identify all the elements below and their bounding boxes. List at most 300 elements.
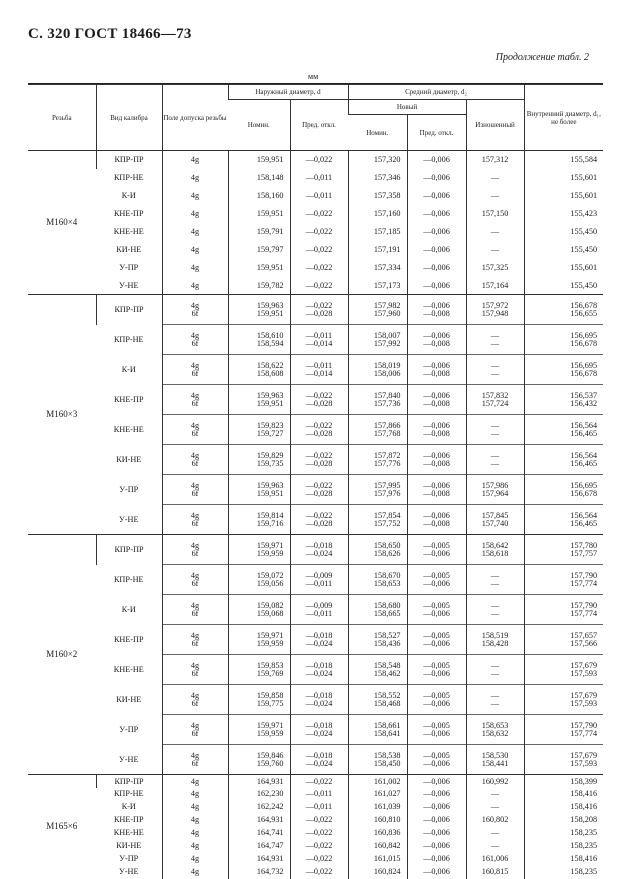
outer-nominal-cell: 159,791 [228, 223, 290, 241]
worn-cell-line: — [490, 428, 500, 438]
col-mean-dev: Пред. откл. [407, 115, 466, 151]
col-mean-worn: Изношенный [466, 100, 524, 151]
worn-cell [466, 565, 524, 595]
inner-cell [524, 385, 603, 415]
tolerance-cell-line: 4g [190, 661, 200, 671]
outer-dev-cell: —0,022 [290, 866, 348, 879]
worn-cell-line: 158,519 [481, 631, 509, 641]
page-header: С. 320 ГОСТ 18466—73 [28, 26, 192, 42]
inner-cell [524, 625, 603, 655]
outer-dev-cell: —0,022 [290, 223, 348, 241]
mean-dev-cell [407, 625, 466, 655]
mean-nominal-cell-line: 158,450 [373, 758, 401, 768]
thread-cell: M160×4 [28, 151, 96, 295]
table-row [28, 827, 603, 840]
tolerance-cell [162, 655, 228, 685]
mean-nominal-cell-line: 158,665 [373, 608, 401, 618]
outer-dev-cell [290, 715, 348, 745]
mean-nominal-cell: 161,002 [348, 775, 407, 788]
mean-nominal-cell [348, 685, 407, 715]
mean-nominal-cell [348, 625, 407, 655]
table-row [28, 535, 603, 565]
outer-dev-cell-line: —0,014 [305, 338, 333, 348]
outer-nominal-cell [228, 325, 290, 355]
table-row [28, 745, 603, 775]
gauge-cell: КПР-ПР [96, 535, 162, 565]
inner-cell-line: 156,564 [570, 451, 598, 461]
outer-dev-cell-line: —0,022 [305, 301, 333, 311]
mean-dev-cell-line: —0,008 [423, 308, 450, 318]
mean-dev-cell [407, 355, 466, 385]
worn-cell-line: — [490, 698, 500, 708]
mean-dev-cell: —0,006 [407, 866, 466, 879]
worn-cell: 160,802 [466, 814, 524, 827]
gauge-cell: У-ПР [119, 262, 139, 272]
mean-nominal-cell-line: 157,866 [373, 421, 401, 431]
mean-nominal-cell [348, 535, 407, 565]
table-row [28, 685, 603, 715]
mean-nominal-cell [348, 565, 407, 595]
mean-dev-cell-line: —0,006 [423, 511, 450, 521]
outer-dev-cell: —0,022 [290, 241, 348, 259]
mean-dev-cell: —0,006 [407, 223, 466, 241]
mean-dev-cell [407, 445, 466, 475]
outer-nominal-cell [228, 595, 290, 625]
inner-cell-line: 157,679 [570, 661, 598, 671]
outer-dev-cell-line: —0,024 [305, 668, 333, 678]
tolerance-cell-line: 4g [190, 331, 200, 341]
outer-dev-cell-line: —0,024 [305, 758, 333, 768]
outer-nominal-cell-line: 159,769 [256, 668, 284, 678]
tolerance-cell: 4g [162, 277, 228, 295]
outer-nominal-cell-line: 159,963 [256, 301, 284, 311]
gauge-cell: КИ-НЕ [116, 454, 142, 464]
outer-nominal-cell: 159,797 [228, 241, 290, 259]
mean-nominal-cell-line: 158,626 [373, 548, 401, 558]
mean-dev-cell-line: —0,006 [423, 698, 450, 708]
gauge-cell: КНЕ-ПР [113, 394, 144, 404]
outer-nominal-cell: 164,732 [228, 866, 290, 879]
mean-nominal-cell-line: 157,752 [373, 518, 401, 528]
mean-dev-cell [407, 535, 466, 565]
mean-nominal-cell [348, 295, 407, 325]
inner-cell [524, 505, 603, 535]
inner-cell-line: 156,432 [570, 398, 598, 408]
tolerance-cell: 4g [162, 241, 228, 259]
gauge-cell: КИ-НЕ [116, 244, 142, 254]
outer-nominal-cell [228, 565, 290, 595]
mean-nominal-cell-line: 157,976 [373, 488, 401, 498]
gauge-cell: КНЕ-ПР [113, 634, 144, 644]
mean-dev-cell-line: —0,006 [423, 331, 450, 341]
outer-nominal-cell-line: 159,963 [256, 481, 284, 491]
mean-nominal-cell-line: 158,650 [373, 541, 401, 551]
tolerance-cell: 4g [162, 853, 228, 866]
mean-dev-cell: —0,006 [407, 241, 466, 259]
mean-nominal-cell: 161,027 [348, 788, 407, 801]
inner-cell: 158,235 [524, 866, 603, 879]
table-row [28, 814, 603, 827]
inner-cell-line: 157,774 [570, 608, 598, 618]
inner-cell [524, 655, 603, 685]
outer-nominal-cell: 162,242 [228, 801, 290, 814]
inner-cell-line: 157,566 [570, 638, 598, 648]
tolerance-cell: 4g [162, 801, 228, 814]
worn-cell-line: — [490, 608, 500, 618]
outer-dev-cell [290, 385, 348, 415]
worn-cell-line: — [490, 458, 500, 468]
mean-dev-cell: —0,006 [407, 853, 466, 866]
inner-cell: 158,416 [524, 788, 603, 801]
inner-cell-line: 156,678 [570, 301, 598, 311]
worn-cell: 160,815 [466, 866, 524, 879]
worn-cell-line: 157,740 [481, 518, 509, 528]
mean-dev-cell-line: —0,005 [423, 721, 450, 731]
tolerance-cell [162, 355, 228, 385]
tolerance-cell-line: 6f [191, 428, 199, 438]
outer-nominal-cell [228, 505, 290, 535]
gauge-cell: У-ПР [119, 724, 139, 734]
outer-dev-cell: —0,022 [290, 775, 348, 788]
gauge-cell: К-И [121, 364, 136, 374]
outer-nominal-cell-line: 159,951 [256, 308, 284, 318]
worn-cell [466, 715, 524, 745]
inner-cell-line: 156,564 [570, 421, 598, 431]
mean-nominal-cell: 160,842 [348, 840, 407, 853]
outer-dev-cell [290, 355, 348, 385]
table-row [28, 325, 603, 355]
gauge-cell: К-И [121, 190, 136, 200]
outer-dev-cell: —0,011 [290, 801, 348, 814]
mean-dev-cell-line: —0,006 [423, 668, 450, 678]
gauge-cell: КНЕ-НЕ [113, 424, 144, 434]
outer-dev-cell [290, 475, 348, 505]
mean-nominal-cell: 161,039 [348, 801, 407, 814]
worn-cell [466, 745, 524, 775]
gauge-cell: КИ-НЕ [116, 841, 142, 851]
mean-nominal-cell-line: 157,995 [373, 481, 401, 491]
inner-cell [524, 325, 603, 355]
gauge-cell: КПР-ПР [96, 151, 162, 169]
inner-cell-line: 157,790 [570, 721, 598, 731]
tolerance-cell-line: 4g [190, 541, 200, 551]
worn-cell: 157,164 [466, 277, 524, 295]
inner-cell-line: 157,593 [570, 668, 598, 678]
outer-dev-cell-line: —0,014 [305, 368, 333, 378]
outer-dev-cell [290, 595, 348, 625]
continuation-label: Продолжение табл. 2 [495, 52, 589, 63]
table-row [28, 241, 603, 259]
worn-cell-line: — [490, 691, 500, 701]
worn-cell [466, 325, 524, 355]
outer-nominal-cell: 164,747 [228, 840, 290, 853]
inner-cell-line: 157,657 [570, 631, 598, 641]
mean-nominal-cell: 157,185 [348, 223, 407, 241]
gauge-cell: К-И [121, 604, 136, 614]
col-inner: Внутренний диаметр, d₁, не более [524, 85, 603, 151]
mean-nominal-cell-line: 157,992 [373, 338, 401, 348]
mean-dev-cell-line: —0,008 [423, 428, 450, 438]
outer-dev-cell-line: —0,018 [305, 541, 333, 551]
mean-dev-cell [407, 565, 466, 595]
mean-nominal-cell-line: 158,653 [373, 578, 401, 588]
outer-dev-cell: —0,011 [290, 169, 348, 187]
outer-nominal-cell-line: 158,622 [256, 361, 284, 371]
mean-dev-cell: —0,006 [407, 827, 466, 840]
table-row [28, 475, 603, 505]
tolerance-cell-line: 6f [191, 308, 199, 318]
mean-nominal-cell-line: 157,872 [373, 451, 401, 461]
outer-nominal-cell-line: 159,068 [256, 608, 284, 618]
mean-dev-cell-line: —0,008 [423, 368, 450, 378]
table-row [28, 415, 603, 445]
gauge-cell: КПР-НЕ [113, 574, 144, 584]
outer-dev-cell: —0,022 [290, 827, 348, 840]
mean-dev-cell: —0,006 [407, 840, 466, 853]
mean-nominal-cell: 157,346 [348, 169, 407, 187]
tolerance-cell [162, 565, 228, 595]
tolerance-cell-line: 6f [191, 668, 199, 678]
outer-nominal-cell-line: 159,829 [256, 451, 284, 461]
table-row [28, 801, 603, 814]
outer-nominal-cell-line: 159,727 [256, 428, 284, 438]
outer-dev-cell-line: —0,024 [305, 698, 333, 708]
outer-nominal-cell [228, 715, 290, 745]
mean-dev-cell [407, 685, 466, 715]
tolerance-cell [162, 385, 228, 415]
table-row [28, 277, 603, 295]
mean-nominal-cell-line: 157,776 [373, 458, 401, 468]
gauge-cell: У-НЕ [119, 867, 139, 877]
mean-dev-cell-line: —0,005 [423, 661, 450, 671]
outer-dev-cell: —0,022 [290, 277, 348, 295]
outer-dev-cell-line: —0,028 [305, 488, 333, 498]
inner-cell-line: 156,465 [570, 458, 598, 468]
outer-nominal-cell-line: 159,858 [256, 691, 284, 701]
outer-dev-cell-line: —0,018 [305, 661, 333, 671]
mean-nominal-cell-line: 158,462 [373, 668, 401, 678]
inner-cell [524, 415, 603, 445]
table-row [28, 595, 603, 625]
mean-nominal-cell-line: 157,840 [373, 391, 401, 401]
mean-nominal-cell: 157,320 [348, 151, 407, 169]
tolerance-cell-line: 4g [190, 601, 200, 611]
tolerance-cell-line: 4g [190, 691, 200, 701]
inner-cell-line: 157,790 [570, 601, 598, 611]
outer-nominal-cell-line: 159,963 [256, 391, 284, 401]
outer-dev-cell-line: —0,009 [305, 571, 333, 581]
outer-nominal-cell-line: 158,608 [256, 368, 284, 378]
worn-cell [466, 685, 524, 715]
worn-cell: — [466, 223, 524, 241]
inner-cell-line: 157,593 [570, 698, 598, 708]
inner-cell-line: 156,465 [570, 518, 598, 528]
mean-dev-cell-line: —0,008 [423, 488, 450, 498]
tolerance-cell: 4g [162, 866, 228, 879]
mean-nominal-cell-line: 158,436 [373, 638, 401, 648]
outer-nominal-cell-line: 159,823 [256, 421, 284, 431]
worn-cell: 157,312 [466, 151, 524, 169]
mean-dev-cell [407, 595, 466, 625]
mean-nominal-cell-line: 158,661 [373, 721, 401, 731]
outer-nominal-cell [228, 355, 290, 385]
tolerance-cell: 4g [162, 151, 228, 169]
inner-cell: 155,601 [524, 187, 603, 205]
outer-dev-cell: —0,022 [290, 205, 348, 223]
outer-nominal-cell: 159,951 [228, 205, 290, 223]
table-row [28, 445, 603, 475]
outer-dev-cell [290, 325, 348, 355]
worn-cell [466, 415, 524, 445]
worn-cell: 157,150 [466, 205, 524, 223]
tolerance-cell [162, 475, 228, 505]
table-row [28, 655, 603, 685]
outer-dev-cell-line: —0,018 [305, 631, 333, 641]
worn-cell-line: 158,632 [481, 728, 509, 738]
mean-dev-cell [407, 385, 466, 415]
mean-nominal-cell-line: 158,019 [373, 361, 401, 371]
gauge-cell: КПР-ПР [96, 295, 162, 325]
inner-cell: 155,601 [524, 259, 603, 277]
tolerance-cell [162, 295, 228, 325]
worn-cell: 160,992 [466, 775, 524, 788]
outer-nominal-cell-line: 158,594 [256, 338, 284, 348]
outer-dev-cell-line: —0,011 [305, 361, 333, 371]
tolerance-cell: 4g [162, 187, 228, 205]
mean-dev-cell-line: —0,005 [423, 601, 450, 611]
col-outer-dev: Пред. откл. [290, 100, 348, 151]
inner-cell: 158,235 [524, 827, 603, 840]
outer-dev-cell-line: —0,018 [305, 751, 333, 761]
outer-nominal-cell: 159,782 [228, 277, 290, 295]
gauge-cell: КИ-НЕ [116, 694, 142, 704]
mean-nominal-cell: 157,358 [348, 187, 407, 205]
gauge-cell: У-ПР [119, 484, 139, 494]
worn-cell [466, 475, 524, 505]
worn-cell [466, 595, 524, 625]
col-mean-nominal: Номин. [348, 115, 407, 151]
outer-nominal-cell [228, 415, 290, 445]
mean-nominal-cell: 160,824 [348, 866, 407, 879]
tolerance-cell-line: 4g [190, 571, 200, 581]
tolerance-cell-line: 4g [190, 421, 200, 431]
outer-nominal-cell [228, 625, 290, 655]
worn-cell [466, 535, 524, 565]
worn-cell-line: 158,653 [481, 721, 509, 731]
tolerance-cell [162, 535, 228, 565]
gauge-cell: У-НЕ [119, 754, 139, 764]
inner-cell [524, 745, 603, 775]
outer-dev-cell-line: —0,028 [305, 398, 333, 408]
mean-dev-cell-line: —0,006 [423, 391, 450, 401]
outer-dev-cell [290, 295, 348, 325]
outer-nominal-cell: 164,931 [228, 853, 290, 866]
table-row [28, 866, 603, 879]
worn-cell: — [466, 840, 524, 853]
inner-cell: 158,416 [524, 801, 603, 814]
inner-cell [524, 475, 603, 505]
mean-dev-cell: —0,006 [407, 277, 466, 295]
mean-dev-cell: —0,006 [407, 169, 466, 187]
inner-cell [524, 565, 603, 595]
inner-cell: 158,399 [524, 775, 603, 788]
outer-dev-cell: —0,022 [290, 853, 348, 866]
inner-cell-line: 156,678 [570, 488, 598, 498]
outer-nominal-cell [228, 475, 290, 505]
worn-cell-line: 158,441 [481, 758, 509, 768]
outer-dev-cell [290, 505, 348, 535]
thread-gauge-table [28, 84, 603, 879]
mean-nominal-cell [348, 745, 407, 775]
outer-dev-cell-line: —0,018 [305, 721, 333, 731]
tolerance-cell-line: 4g [190, 361, 200, 371]
outer-dev-cell-line: —0,024 [305, 728, 333, 738]
mean-nominal-cell: 157,173 [348, 277, 407, 295]
inner-cell-line: 156,655 [570, 308, 598, 318]
gauge-cell: КНЕ-ПР [113, 815, 144, 825]
outer-nominal-cell: 158,160 [228, 187, 290, 205]
mean-nominal-cell-line: 158,538 [373, 751, 401, 761]
mean-dev-cell-line: —0,005 [423, 541, 450, 551]
gauge-cell: КНЕ-НЕ [113, 828, 144, 838]
worn-cell-line: — [490, 668, 500, 678]
outer-dev-cell [290, 655, 348, 685]
mean-dev-cell [407, 715, 466, 745]
outer-nominal-cell-line: 159,971 [256, 631, 284, 641]
worn-cell [466, 355, 524, 385]
mean-nominal-cell: 161,015 [348, 853, 407, 866]
table-row [28, 169, 603, 187]
mean-nominal-cell-line: 158,552 [373, 691, 401, 701]
mean-dev-cell-line: —0,006 [423, 481, 450, 491]
inner-cell [524, 595, 603, 625]
worn-cell: — [466, 241, 524, 259]
outer-nominal-cell [228, 655, 290, 685]
gauge-cell: КНЕ-ПР [113, 208, 144, 218]
tolerance-cell-line: 4g [190, 451, 200, 461]
mean-nominal-cell [348, 655, 407, 685]
mean-dev-cell-line: —0,006 [423, 361, 450, 371]
worn-cell-line: 158,642 [481, 541, 509, 551]
outer-nominal-cell-line: 159,775 [256, 698, 284, 708]
inner-cell-line: 156,695 [570, 361, 598, 371]
table-row [28, 205, 603, 223]
mean-dev-cell-line: —0,006 [423, 608, 450, 618]
inner-cell: 155,450 [524, 277, 603, 295]
mean-dev-cell-line: —0,005 [423, 751, 450, 761]
gauge-cell: У-НЕ [119, 514, 139, 524]
outer-nominal-cell-line: 159,971 [256, 721, 284, 731]
mean-nominal-cell-line: 158,006 [373, 368, 401, 378]
gauge-cell: КНЕ-НЕ [113, 664, 144, 674]
outer-dev-cell [290, 415, 348, 445]
worn-cell-line: 157,724 [481, 398, 509, 408]
inner-cell: 155,584 [524, 151, 603, 169]
inner-cell [524, 295, 603, 325]
tolerance-cell-line: 6f [191, 548, 199, 558]
outer-nominal-cell: 159,951 [228, 151, 290, 169]
worn-cell-line: 158,618 [481, 548, 509, 558]
mean-dev-cell [407, 505, 466, 535]
tolerance-cell [162, 685, 228, 715]
outer-nominal-cell-line: 159,971 [256, 541, 284, 551]
worn-cell: — [466, 801, 524, 814]
tolerance-cell-line: 6f [191, 458, 199, 468]
outer-dev-cell: —0,011 [290, 187, 348, 205]
mean-nominal-cell: 160,836 [348, 827, 407, 840]
tolerance-cell [162, 505, 228, 535]
table-row [28, 259, 603, 277]
